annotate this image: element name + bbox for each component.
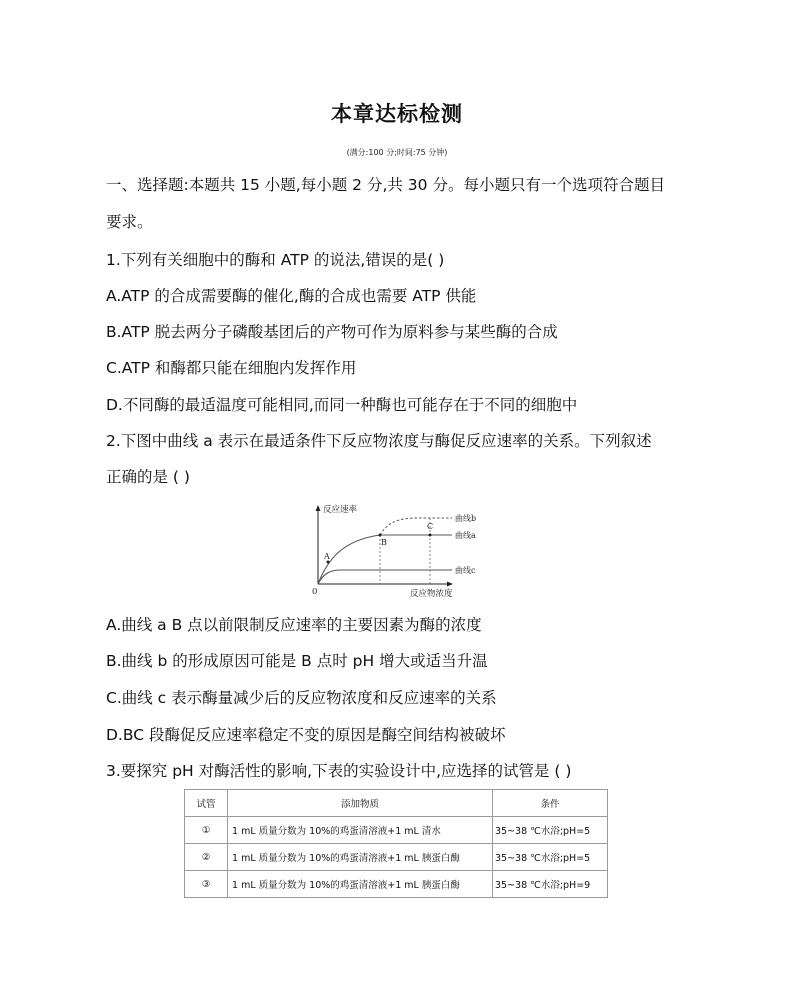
table-cell-substance: 1 mL 质量分数为 10%的鸡蛋清溶液+1 mL 清水 [228, 817, 493, 844]
curve-b [380, 518, 452, 535]
question-1-option-a: A.ATP 的合成需要酶的催化,酶的合成也需要 ATP 供能 [106, 287, 477, 305]
table-header-row [185, 790, 608, 817]
point-b-label: B [381, 538, 387, 547]
x-axis-arrow [447, 582, 453, 587]
page-title: 本章达标检测 [331, 102, 463, 126]
question-2-stem-line-2: 正确的是 ( ) [106, 468, 190, 486]
table-cell-tube: ③ [185, 871, 228, 898]
table-header-condition: 条件 [493, 790, 608, 817]
question-2-option-d: D.BC 段酶促反应速率稳定不变的原因是酶空间结构被破坏 [106, 726, 506, 744]
section-instruction-line-2: 要求。 [106, 213, 153, 231]
table-cell-substance: 1 mL 质量分数为 10%的鸡蛋清溶液+1 mL 胰蛋白酶 [228, 871, 493, 898]
x-axis-label: 反应物浓度 [410, 589, 453, 599]
origin-label: 0 [312, 587, 318, 597]
y-axis-label: 反应速率 [323, 505, 358, 515]
question-1-stem: 1.下列有关细胞中的酶和 ATP 的说法,错误的是( ) [106, 251, 445, 269]
table-header-substance: 添加物质 [228, 790, 493, 817]
point-b-marker [379, 534, 382, 537]
section-instruction-line-1: 一、选择题:本题共 15 小题,每小题 2 分,共 30 分。每小题只有一个选项符合题目 [106, 176, 665, 194]
table-cell-condition: 35~38 ℃水浴;pH=5 [493, 817, 608, 844]
question-1-option-d: D.不同酶的最适温度可能相同,而同一种酶也可能存在于不同的细胞中 [106, 396, 578, 414]
curve-c-label: 曲线c [455, 566, 476, 575]
y-axis-arrow [316, 505, 321, 511]
table-row [185, 817, 608, 844]
curve-a-label: 曲线a [455, 531, 476, 540]
table-row [185, 871, 608, 898]
reaction-rate-figure [310, 500, 500, 600]
point-a-label: A [324, 552, 330, 561]
table-header-tube: 试管 [185, 790, 228, 817]
question-2-option-b: B.曲线 b 的形成原因可能是 B 点时 pH 增大或适当升温 [106, 652, 488, 670]
question-2-option-c: C.曲线 c 表示酶量减少后的反应物浓度和反应速率的关系 [106, 689, 497, 707]
question-2-option-a: A.曲线 a B 点以前限制反应速率的主要因素为酶的浓度 [106, 616, 482, 634]
question-3-stem: 3.要探究 pH 对酶活性的影响,下表的实验设计中,应选择的试管是 ( ) [106, 762, 572, 780]
table-cell-condition: 35~38 ℃水浴;pH=9 [493, 871, 608, 898]
question-2-stem-line-1: 2.下图中曲线 a 表示在最适条件下反应物浓度与酶促反应速率的关系。下列叙述 [106, 432, 652, 450]
question-1-option-c: C.ATP 和酶都只能在细胞内发挥作用 [106, 359, 357, 377]
point-c-label: C [427, 522, 434, 531]
curve-b-label: 曲线b [455, 514, 477, 523]
experiment-table [184, 789, 608, 898]
table-cell-substance: 1 mL 质量分数为 10%的鸡蛋清溶液+1 mL 胰蛋白酶 [228, 844, 493, 871]
table-cell-condition: 35~38 ℃水浴;pH=5 [493, 844, 608, 871]
table-cell-tube: ① [185, 817, 228, 844]
reaction-rate-graph [310, 500, 500, 600]
question-1-option-b: B.ATP 脱去两分子磷酸基团后的产物可作为原料参与某些酶的合成 [106, 323, 558, 341]
page-subtitle: (满分:100 分;时间:75 分钟) [346, 148, 448, 157]
table-cell-tube: ② [185, 844, 228, 871]
table-row [185, 844, 608, 871]
point-c-marker [429, 534, 432, 537]
curve-c [318, 570, 452, 584]
